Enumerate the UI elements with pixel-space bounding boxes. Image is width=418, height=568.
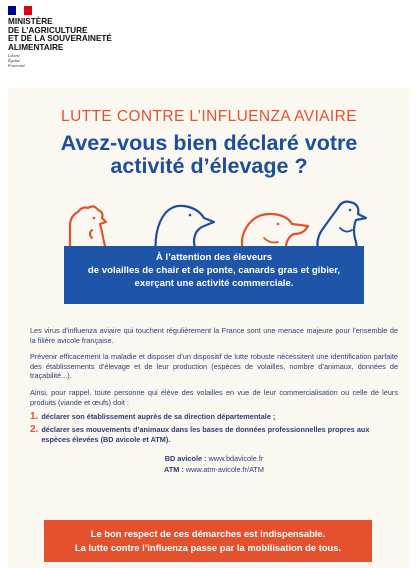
republic-motto bbox=[8, 54, 208, 68]
ministry-line: ALIMENTAIRE bbox=[8, 42, 64, 52]
body-paragraph: Ainsi, pour rappel, toute personne qui élève des volailles en vue de leur commercialisation ou celle de leurs produits (viande et œufs) doit : bbox=[30, 387, 398, 407]
steps-list bbox=[30, 412, 398, 444]
poster-body bbox=[30, 326, 398, 475]
step-item bbox=[30, 425, 398, 444]
headline-line: Avez-vous bien déclaré votre bbox=[60, 131, 358, 155]
banner-line: de volailles de chair et de ponte, canards gras et gibier, bbox=[87, 265, 341, 276]
marianne-flag-icon bbox=[8, 6, 32, 15]
poster-topline: LUTTE CONTRE L’INFLUENZA AVIAIRE bbox=[61, 108, 357, 125]
step-item bbox=[30, 412, 398, 422]
poster bbox=[8, 88, 410, 568]
link-row bbox=[30, 454, 398, 465]
ministry-line: ET DE LA SOUVERAINETÉ bbox=[8, 34, 112, 44]
body-paragraph: Les virus d’influenza aviaire qui touchent régulièrement la France sont une menace majeure pour l’ensemble de la filière avicole française. bbox=[30, 326, 398, 345]
step-text: déclarer son établissement auprès de sa direction départementale ; bbox=[41, 412, 276, 422]
motto-line: Égalité bbox=[8, 58, 21, 64]
banner-line: À l’attention des éleveurs bbox=[155, 252, 273, 263]
body-paragraph: Prévenir efficacement la maladie et disposer d’un dispositif de lutte robuste nécessitent une identification parfaite des établissements d’élevage et de leur production (espèces de volailles, nombre d’animaux, données de traçabilité...). bbox=[30, 352, 398, 381]
footer-banner bbox=[44, 520, 372, 562]
link-url[interactable]: www.bdavicole.fr bbox=[208, 454, 264, 464]
banner-line: exerçant une activité commerciale. bbox=[134, 278, 294, 289]
step-number: 1. bbox=[30, 411, 39, 423]
audience-banner bbox=[64, 246, 364, 304]
link-label: ATM : bbox=[164, 464, 184, 474]
links-block bbox=[30, 454, 398, 475]
motto-line: Fraternité bbox=[8, 62, 26, 68]
step-number: 2. bbox=[30, 424, 39, 436]
motto-line: Liberté bbox=[8, 53, 21, 59]
link-row bbox=[30, 465, 398, 476]
ministry-name bbox=[8, 18, 208, 52]
footer-line: Le bon respect de ces démarches est indispensable. bbox=[90, 528, 326, 539]
ministry-header bbox=[8, 6, 208, 76]
ministry-line: MINISTÈRE bbox=[8, 17, 53, 26]
footer-line: La lutte contre l’influenza passe par la mobilisation de tous. bbox=[74, 542, 342, 553]
step-text: déclarer ses mouvements d’animaux dans les bases de données professionnelles propres aux espèces élevées (BD avicole et ATM). bbox=[41, 425, 370, 444]
link-url[interactable]: www.atm-avicole.fr/ATM bbox=[185, 464, 264, 474]
link-label: BD avicole : bbox=[164, 454, 207, 464]
poster-headline bbox=[8, 132, 410, 177]
headline-line: activité d’élevage ? bbox=[110, 153, 308, 178]
ministry-line: DE L’AGRICULTURE bbox=[8, 25, 88, 35]
